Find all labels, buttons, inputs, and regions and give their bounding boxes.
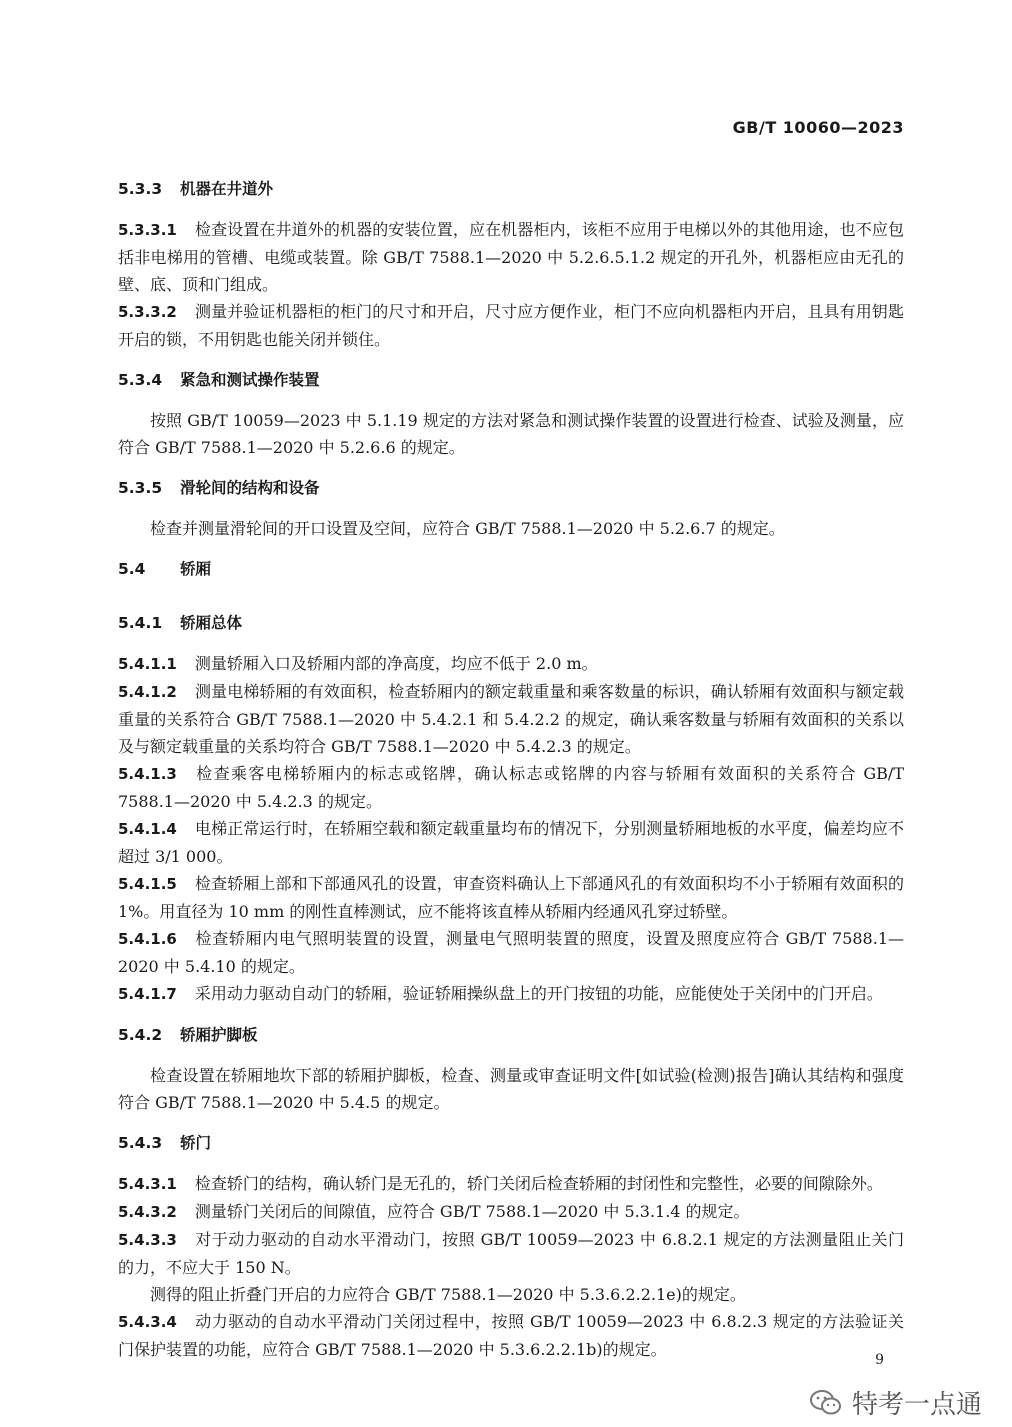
paragraph-text: 测量电梯轿厢的有效面积，检查轿厢内的额定载重量和乘客数量的标识，确认轿厢有效面积与额定载重量的关系符合 GB/T 7588.1—2020 中 5.4.2.1 和 5.4.2.2 的规定，确认乘客数量与轿厢有效面积的关系以及与额定载重量的关系均符合 GB/T 7588.1—2020 中 5.4.2.3 的规定。 bbox=[118, 682, 904, 756]
section-number: 5.4.3 bbox=[118, 1134, 163, 1152]
paragraph-text: 检查设置在井道外的机器的安装位置，应在机器柜内，该柜不应用于电梯以外的其他用途，也不应包括非电梯用的管槽、电缆或装置。除 GB/T 7588.1—2020 中 5.2.6.5.1.2 规定的开孔外，机器柜应由无孔的壁、底、顶和门组成。 bbox=[118, 220, 904, 294]
section-heading bbox=[118, 367, 904, 393]
paragraph bbox=[118, 407, 904, 461]
paragraph bbox=[118, 1226, 904, 1281]
section-title: 滑轮间的结构和设备 bbox=[180, 479, 320, 497]
paragraph-text: 检查轿门的结构，确认轿门是无孔的，轿门关闭后检查轿厢的封闭性和完整性，必要的间隙除外。 bbox=[194, 1174, 883, 1193]
section-heading bbox=[118, 556, 904, 582]
clause-number: 5.4.3.2 bbox=[118, 1203, 177, 1221]
watermark-text: 特考一点通 bbox=[851, 1390, 982, 1420]
paragraph-text: 对于动力驱动的自动水平滑动门，按照 GB/T 10059—2023 中 6.8.2.1 规定的方法测量阻止关门的力，不应大于 150 N。 bbox=[118, 1230, 904, 1277]
clause-number: 5.4.1.5 bbox=[118, 875, 177, 893]
paragraph bbox=[118, 1281, 904, 1308]
section-number: 5.3.5 bbox=[118, 479, 163, 497]
section-heading bbox=[118, 1022, 904, 1048]
section-heading bbox=[118, 176, 904, 202]
paragraph-text: 动力驱动的自动水平滑动门关闭过程中，按照 GB/T 10059—2023 中 6.8.2.3 规定的方法验证关门保护装置的功能，应符合 GB/T 7588.1—2020 中 5.3.6.2.2.1b)的规定。 bbox=[118, 1312, 904, 1359]
section-title: 轿厢 bbox=[180, 560, 212, 578]
paragraph bbox=[118, 678, 904, 760]
paragraph bbox=[118, 1062, 904, 1116]
paragraph bbox=[118, 815, 904, 870]
paragraph bbox=[118, 650, 904, 678]
section-heading bbox=[118, 610, 904, 636]
standard-code: GB/T 10060—2023 bbox=[732, 118, 904, 137]
paragraph bbox=[118, 925, 904, 980]
paragraph-text: 检查轿厢上部和下部通风孔的设置，审查资料确认上下部通风孔的有效面积均不小于轿厢有效面积的 1%。用直径为 10 mm 的刚性直棒测试，应不能将该直棒从轿厢内经通风孔穿过轿壁。 bbox=[118, 874, 904, 921]
paragraph-text: 测得的阻止折叠门开启的力应符合 GB/T 7588.1—2020 中 5.3.6.2.2.1e)的规定。 bbox=[150, 1285, 746, 1304]
section-heading bbox=[118, 475, 904, 501]
paragraph-text: 采用动力驱动自动门的轿厢，验证轿厢操纵盘上的开门按钮的功能，应能使处于关闭中的门开启。 bbox=[194, 984, 883, 1003]
paragraph-text: 检查并测量滑轮间的开口设置及空间，应符合 GB/T 7588.1—2020 中 5.2.6.7 的规定。 bbox=[150, 519, 785, 538]
wechat-icon bbox=[810, 1389, 842, 1417]
section-heading bbox=[118, 1130, 904, 1156]
section-number: 5.3.4 bbox=[118, 371, 163, 389]
document-body bbox=[118, 176, 904, 1363]
paragraph-text: 检查设置在轿厢地坎下部的轿厢护脚板，检查、测量或审查证明文件[如试验(检测)报告]确认其结构和强度符合 GB/T 7588.1—2020 中 5.4.5 的规定。 bbox=[118, 1066, 904, 1112]
paragraph bbox=[118, 760, 904, 815]
section-title: 轿厢护脚板 bbox=[180, 1026, 258, 1044]
clause-number: 5.3.3.2 bbox=[118, 303, 177, 321]
paragraph bbox=[118, 1308, 904, 1363]
paragraph-text: 测量轿厢入口及轿厢内部的净高度，均应不低于 2.0 m。 bbox=[194, 654, 598, 673]
paragraph-text: 测量并验证机器柜的柜门的尺寸和开启，尺寸应方便作业，柜门不应向机器柜内开启，且具有用钥匙开启的锁，不用钥匙也能关闭并锁住。 bbox=[118, 302, 904, 349]
clause-number: 5.4.1.7 bbox=[118, 985, 177, 1003]
paragraph bbox=[118, 515, 904, 542]
paragraph-text: 测量轿门关闭后的间隙值，应符合 GB/T 7588.1—2020 中 5.3.1.4 的规定。 bbox=[194, 1202, 750, 1221]
clause-number: 5.4.1.4 bbox=[118, 820, 177, 838]
paragraph bbox=[118, 870, 904, 925]
section-number: 5.4.1 bbox=[118, 614, 163, 632]
page-number: 9 bbox=[875, 1352, 884, 1368]
clause-number: 5.4.3.1 bbox=[118, 1175, 177, 1193]
clause-number: 5.3.3.1 bbox=[118, 221, 177, 239]
clause-number: 5.4.1.2 bbox=[118, 683, 177, 701]
paragraph bbox=[118, 1170, 904, 1198]
paragraph bbox=[118, 980, 904, 1008]
clause-number: 5.4.1.6 bbox=[118, 930, 177, 948]
paragraph-text: 电梯正常运行时，在轿厢空载和额定载重量均布的情况下，分别测量轿厢地板的水平度，偏差均应不超过 3/1 000。 bbox=[118, 819, 904, 866]
section-title: 紧急和测试操作装置 bbox=[180, 371, 320, 389]
paragraph bbox=[118, 298, 904, 353]
paragraph-text: 按照 GB/T 10059—2023 中 5.1.19 规定的方法对紧急和测试操作装置的设置进行检查、试验及测量，应符合 GB/T 7588.1—2020 中 5.2.6.6 的规定。 bbox=[118, 411, 904, 457]
section-title: 机器在井道外 bbox=[180, 180, 274, 198]
section-title: 轿厢总体 bbox=[180, 614, 243, 632]
paragraph bbox=[118, 1198, 904, 1226]
section-number: 5.4 bbox=[118, 560, 146, 578]
paragraph-text: 检查乘客电梯轿厢内的标志或铭牌，确认标志或铭牌的内容与轿厢有效面积的关系符合 GB/T 7588.1—2020 中 5.4.2.3 的规定。 bbox=[118, 764, 904, 811]
clause-number: 5.4.1.1 bbox=[118, 655, 177, 673]
section-number: 5.3.3 bbox=[118, 180, 163, 198]
section-title: 轿门 bbox=[180, 1134, 212, 1152]
paragraph-text: 检查轿厢内电气照明装置的设置，测量电气照明装置的照度，设置及照度应符合 GB/T 7588.1—2020 中 5.4.10 的规定。 bbox=[118, 929, 904, 976]
clause-number: 5.4.3.4 bbox=[118, 1313, 177, 1331]
section-number: 5.4.2 bbox=[118, 1026, 163, 1044]
clause-number: 5.4.3.3 bbox=[118, 1231, 177, 1249]
watermark bbox=[810, 1384, 982, 1421]
paragraph bbox=[118, 216, 904, 298]
clause-number: 5.4.1.3 bbox=[118, 765, 177, 783]
